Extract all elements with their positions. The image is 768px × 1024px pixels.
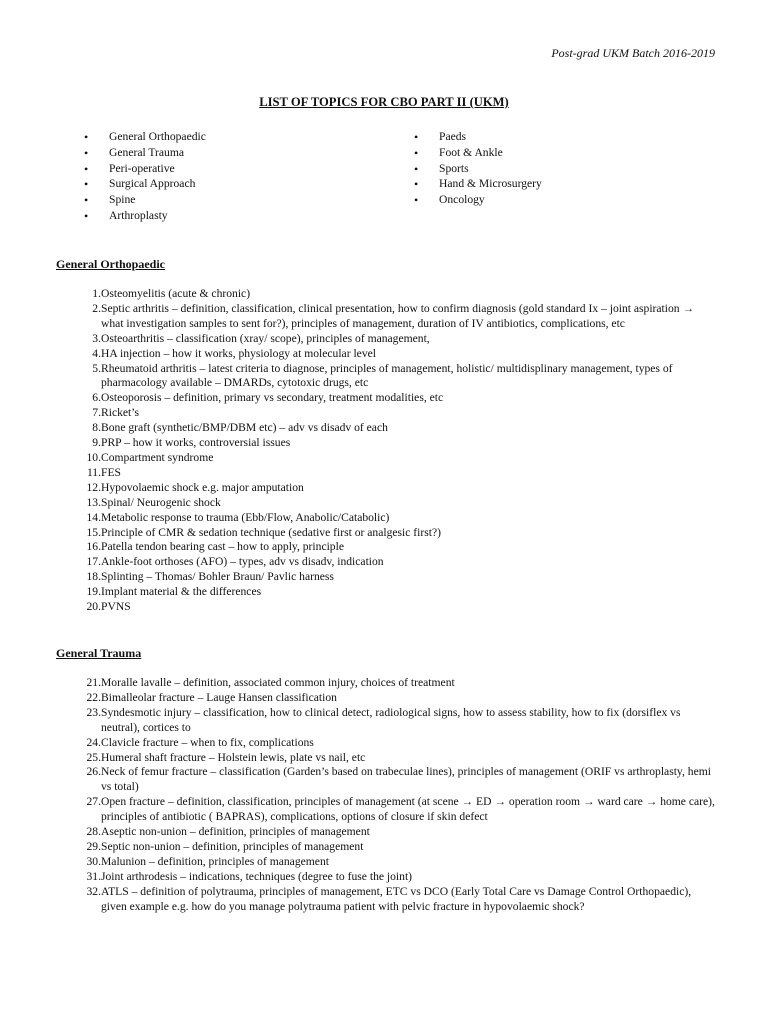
topic-list-item <box>56 436 716 451</box>
item-text: Septic non-union – definition, principles of management <box>101 839 364 853</box>
topic-list-item <box>56 391 716 406</box>
topic-list-item <box>56 855 716 870</box>
topic-list-item <box>56 751 716 766</box>
item-text: Rheumatoid arthritis – latest criteria to diagnose, principles of management, holistic/ multidisplinary management, types of pharmacology available – DMARDs, cytotoxic drugs, etc <box>101 361 673 390</box>
topic-list-item <box>56 585 716 600</box>
topic-list-item <box>56 540 716 555</box>
topic-list-item <box>56 406 716 421</box>
item-text: Clavicle fracture – when to fix, complications <box>101 735 314 749</box>
item-number: 4. <box>92 346 101 360</box>
item-number: 14. <box>86 510 101 524</box>
topic-list-item <box>56 885 716 915</box>
item-number: 17. <box>86 555 101 569</box>
topic-list-item <box>56 825 716 840</box>
section-heading-general-trauma: General Trauma <box>56 646 142 660</box>
item-number: 5. <box>92 361 101 375</box>
topic-list-item <box>56 840 716 855</box>
item-text: Syndesmotic injury – classification, how to clinical detect, radiological signs, how to assess stability, how to fix (dorsiflex vs neutral), cortices to <box>101 705 681 734</box>
item-number: 16. <box>86 540 101 554</box>
topic-list-item <box>56 347 716 362</box>
item-text: FES <box>101 465 121 479</box>
page-title: LIST OF TOPICS FOR CBO PART II (UKM) <box>259 95 509 109</box>
topic-list-item <box>56 451 716 466</box>
item-number: 25. <box>86 750 101 764</box>
topic-bullet-item: • General Orthopaedic <box>84 130 206 146</box>
topic-list-item <box>56 362 716 392</box>
item-number: 18. <box>86 570 101 584</box>
item-text: Compartment syndrome <box>101 450 214 464</box>
item-text: Metabolic response to trauma (Ebb/Flow, Anabolic/Catabolic) <box>101 510 390 524</box>
section-heading-general-orthopaedic: General Orthopaedic <box>56 257 165 271</box>
topic-bullet-item: • Oncology <box>414 193 542 209</box>
item-text: Osteoarthritis – classification (xray/ scope), principles of management, <box>101 331 430 345</box>
item-text: Moralle lavalle – definition, associated common injury, choices of treatment <box>101 676 455 689</box>
item-text: Septic arthritis – definition, classification, clinical presentation, how to confirm diagnosis (gold standard Ix – joint aspiration → what investigation samples to sent for?), principles of management, duration of IV antibiotics, complications, etc <box>101 301 695 330</box>
item-number: 11. <box>86 465 101 479</box>
topic-bullet-item: • Sports <box>414 162 542 178</box>
topic-list-item <box>56 511 716 526</box>
topic-bullet-item: • Foot & Ankle <box>414 146 542 162</box>
topic-bullet-item: • Arthroplasty <box>84 209 206 225</box>
topic-bullet-item: • Surgical Approach <box>84 177 206 193</box>
item-number: 2. <box>92 301 101 315</box>
item-number: 8. <box>92 421 101 435</box>
item-text: Splinting – Thomas/ Bohler Braun/ Pavlic harness <box>101 570 334 584</box>
item-number: 3. <box>92 331 101 345</box>
item-text: PRP – how it works, controversial issues <box>101 436 291 450</box>
general-orthopaedic-list <box>56 287 716 615</box>
item-number: 6. <box>92 391 101 405</box>
topic-list-item <box>56 287 716 302</box>
topic-list-right <box>414 130 542 209</box>
item-number: 31. <box>86 869 101 883</box>
item-text: Bone graft (synthetic/BMP/DBM etc) – adv vs disadv of each <box>101 421 388 435</box>
topic-list-item <box>56 600 716 615</box>
topic-list-item <box>56 676 716 691</box>
item-text: Neck of femur fracture – classification (Garden’s based on trabeculae lines), principles of management (ORIF vs arthroplasty, hemi vs total) <box>101 765 711 794</box>
item-text: Spinal/ Neurogenic shock <box>101 495 221 509</box>
item-text: ATLS – definition of polytrauma, principles of management, ETC vs DCO (Early Total Care vs Damage Control Orthopaedic), given example e.g. how do you manage polytrauma patient with pelvic fracture in hypovolaemic shock? <box>101 884 692 913</box>
item-number: 21. <box>86 676 101 689</box>
item-number: 1. <box>92 287 101 300</box>
topic-bullet-item: • Spine <box>84 193 206 209</box>
topic-bullet-item: • General Trauma <box>84 146 206 162</box>
item-text: Humeral shaft fracture – Holstein lewis, plate vs nail, etc <box>101 750 366 764</box>
document-header: Post-grad UKM Batch 2016-2019 <box>551 46 715 60</box>
topic-list-item <box>56 526 716 541</box>
item-number: 22. <box>86 690 101 704</box>
item-text: Principle of CMR & sedation technique (sedative first or analgesic first?) <box>101 525 441 539</box>
item-text: HA injection – how it works, physiology at molecular level <box>101 346 376 360</box>
topic-list-item <box>56 555 716 570</box>
item-number: 26. <box>86 765 101 779</box>
item-text: Joint arthrodesis – indications, techniques (degree to fuse the joint) <box>101 869 413 883</box>
item-text: Osteomyelitis (acute & chronic) <box>101 287 251 300</box>
item-number: 10. <box>86 450 101 464</box>
topic-list-item <box>56 765 716 795</box>
item-number: 9. <box>92 436 101 450</box>
item-number: 32. <box>86 884 101 898</box>
item-text: Aseptic non-union – definition, principles of management <box>101 825 370 839</box>
topic-list-item <box>56 466 716 481</box>
item-text: Hypovolaemic shock e.g. major amputation <box>101 480 304 494</box>
item-text: Osteoporosis – definition, primary vs secondary, treatment modalities, etc <box>101 391 444 405</box>
item-text: Patella tendon bearing cast – how to apply, principle <box>101 540 344 554</box>
topic-list-item <box>56 332 716 347</box>
topic-bullet-item: • Peri-operative <box>84 162 206 178</box>
topic-list-item <box>56 302 716 332</box>
topic-list-item <box>56 691 716 706</box>
topic-list-item <box>56 706 716 736</box>
item-number: 15. <box>86 525 101 539</box>
general-trauma-list <box>56 676 716 915</box>
item-number: 28. <box>86 825 101 839</box>
topic-list-item <box>56 870 716 885</box>
item-number: 7. <box>92 406 101 420</box>
item-number: 19. <box>86 585 101 599</box>
topic-bullet-item: • Paeds <box>414 130 542 146</box>
item-number: 12. <box>86 480 101 494</box>
item-text: Ankle-foot orthoses (AFO) – types, adv vs disadv, indication <box>101 555 384 569</box>
item-number: 30. <box>86 854 101 868</box>
item-text: Implant material & the differences <box>101 585 262 599</box>
topic-list-item <box>56 496 716 511</box>
topic-list-item <box>56 421 716 436</box>
item-number: 27. <box>86 795 101 809</box>
topic-list-item <box>56 795 716 825</box>
item-text: Open fracture – definition, classification, principles of management (at scene → ED → operation room → ward care → home care), principles of antibiotic ( BAPRAS), complications, options of closure if skin defect <box>101 795 715 824</box>
item-number: 24. <box>86 735 101 749</box>
item-text: Bimalleolar fracture – Lauge Hansen classification <box>101 690 337 704</box>
item-text: Malunion – definition, principles of management <box>101 854 329 868</box>
item-text: Ricket’s <box>101 406 139 420</box>
item-number: 29. <box>86 839 101 853</box>
topic-list-left <box>84 130 206 225</box>
topic-list-item <box>56 736 716 751</box>
topic-bullet-item: • Hand & Microsurgery <box>414 177 542 193</box>
item-text: PVNS <box>101 600 131 614</box>
item-number: 20. <box>86 600 101 614</box>
topic-list-item <box>56 481 716 496</box>
item-number: 13. <box>86 495 101 509</box>
topic-list-item <box>56 570 716 585</box>
item-number: 23. <box>86 705 101 719</box>
